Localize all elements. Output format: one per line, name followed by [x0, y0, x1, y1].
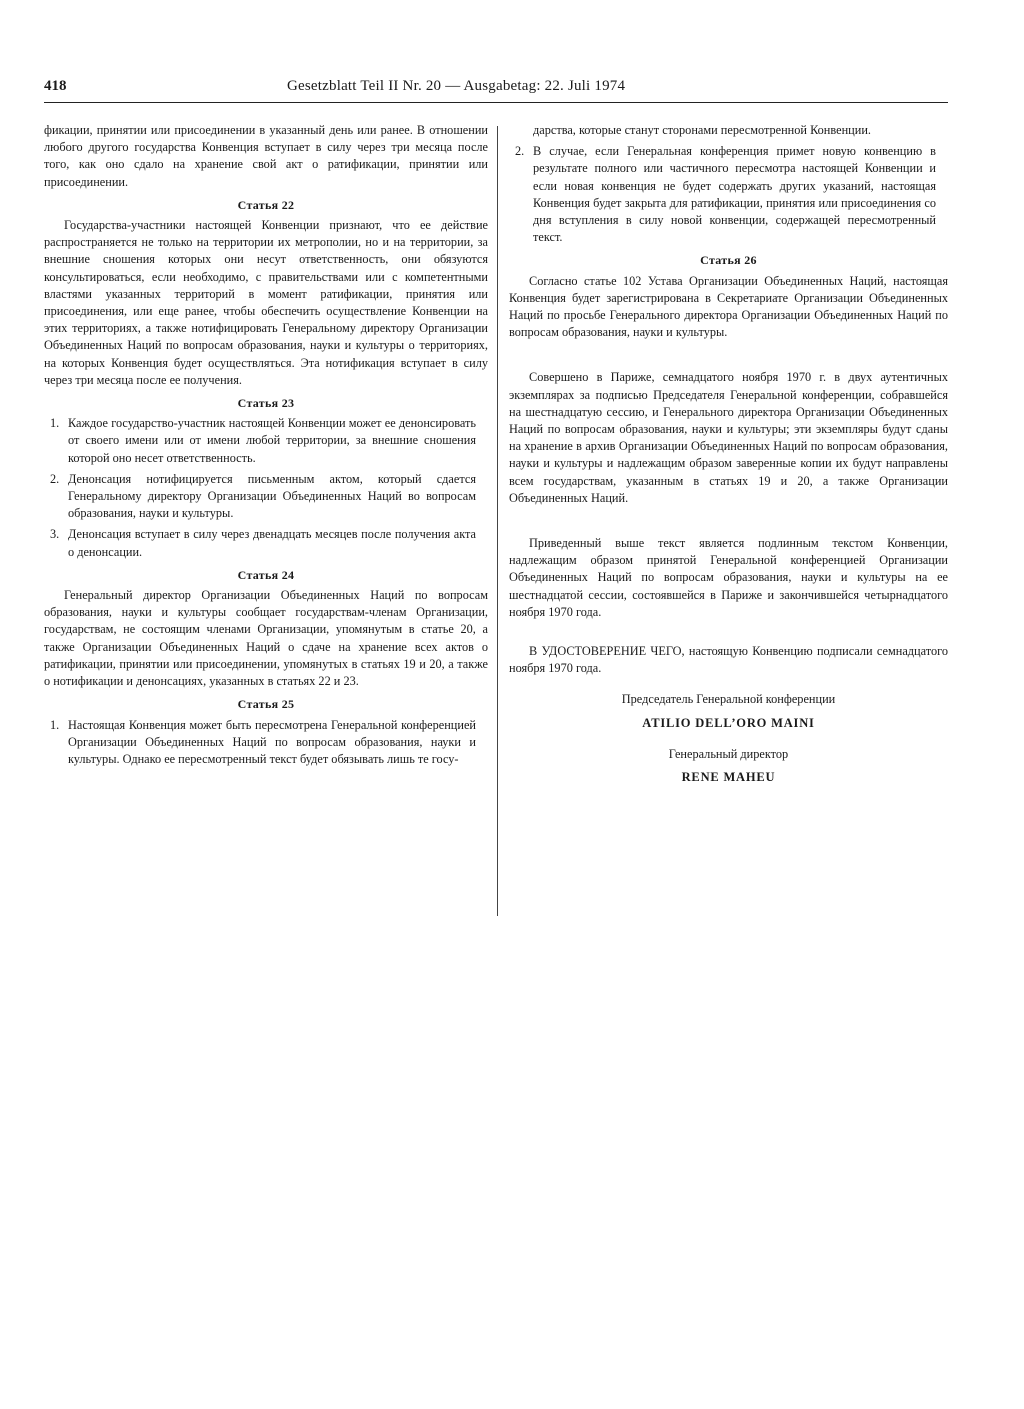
article-23-heading: Статья 23 [237, 396, 295, 411]
signature-block [509, 691, 948, 786]
item-number: 1. [50, 416, 60, 431]
item-text: Денонсация нотифицируется письменным актом, который сдается Генеральному директору Организации Объединенных Наций во вопросам образования, науки и культуры. [68, 471, 476, 521]
item-number: 2. [50, 471, 60, 486]
signatory-title: Председатель Генеральной конференции [621, 692, 836, 707]
left-column [44, 122, 488, 772]
article-26-text: Согласно статье 102 Устава Организации Объединенных Наций, настоящая Конвенция будет зарегистрирована в Секретариате Организации Объединенных Наций по просьбе Генерального директора Организации Объединенных Наций по вопросам образования, науки и культуры. [509, 273, 948, 340]
page-header [44, 76, 948, 103]
article-22-text: Государства-участники настоящей Конвенции признают, что ее действие распространяется не только на территории их метрополии, но и на территории, за внешние сношения которых они несут ответственность, они обязуются консультироваться, если необходимо, с правительствами или с компетентными властями указанных территорий в момент ратификации, принятия или присоединения, или еще ранее, чтобы обеспечить осуществление Конвенции на этих территориях, а также нотифицировать Генеральному директору Организации Объединенных Наций по вопросам образования, науки и культуры о территориях, на которых Конвенция будет осуществляться. Эта нотификация вступает в силу через три месяца после ее получения. [44, 218, 488, 387]
article-25-continuation: дарства, которые станут сторонами пересмотренной Конвенции. [533, 123, 871, 137]
spacer [509, 507, 948, 535]
item-text: Настоящая Конвенция может быть пересмотрена Генеральной конференцией Организации Объединенных Наций по вопросам образования, науки и культуры. Однако ее пересмотренный текст будет обязывать лишь те госу- [68, 717, 476, 766]
article-22-heading: Статья 22 [237, 197, 295, 212]
article-23-item-3 [44, 526, 488, 560]
page-number: 418 [44, 78, 67, 94]
spacer [509, 621, 948, 643]
article-26-heading: Статья 26 [700, 253, 757, 268]
column-divider [497, 126, 498, 916]
article-23-item-1 [44, 415, 488, 467]
continuation-paragraph: фикации, принятии или присоединении в указанный день или ранее. В отношении любого другого государства Конвенция вступает в силу через три месяца после того, как оно сдало на хранение свой акт о ратификации, принятии или присоединении. [44, 123, 488, 189]
done-at-paragraph: Совершено в Париже, семнадцатого ноября 1970 г. в двух аутентичных экземплярах за подписью Председателя Генеральной конференции, собравшейся на шестнадцатую сессию, и Генерального директора Организации Объединенных Наций по вопросам образования, науки и культуры; эти экземпляры будут сданы на хранение в архив Организации Объединенных Наций по вопросам образования, науки и культуры и надлежащим образом заверенные копии их будут направлены всем государствам, указанным в статьях 19 и 20, а также Организации Объединенных Наций. [509, 370, 948, 505]
article-24-heading: Статья 24 [237, 567, 295, 582]
running-title: Gesetzblatt Teil II Nr. 20 — Ausgabetag: 22. Juli 1974 [287, 78, 626, 94]
spacer [509, 341, 948, 369]
in-witness-paragraph: В УДОСТОВЕРЕНИЕ ЧЕГО, настоящую Конвенцию подписали семнадцатого ноября 1970 года. [509, 644, 948, 676]
right-column [509, 122, 948, 800]
item-text: В случае, если Генеральная конференция примет новую конвенцию в результате полного или частичного пересмотра настоящей Конвенции и если новая конвенция не будет содержать других указаний, настоящая Конвенция будет закрыта для ратификации, принятия или присоединения со дня вступления в силу новой конвенции, содержащей пересмотренный текст. [533, 144, 936, 245]
item-number: 3. [50, 527, 60, 542]
authentic-text-paragraph: Приведенный выше текст является подлинным текстом Конвенции, надлежащим образом принятой Генеральной конференцией Организации Объединенных Наций по вопросам образования, науки и культуры на ее шестнадцатой сессии, состоявшейся в Париже и закончившейся четырнадцатого ноября 1970 года. [509, 536, 948, 619]
signatory-name: RENE MAHEU [681, 770, 776, 785]
item-text: Каждое государство-участник настоящей Конвенции может ее денонсировать от своего имени или от имени любой территории, за внешние сношения которой оно несет ответственность. [68, 416, 476, 465]
item-number: 2. [515, 144, 525, 159]
article-24-text: Генеральный директор Организации Объединенных Наций по вопросам образования, науки и культуры сообщает государствам-членам Организации, государствам, не состоящим членами Организации, упомянутым в статье 20, а также Организации Объединенных Наций о сдаче на хранение всех актов о ратификации, принятии или присоединении, упомянутых в статьях 19 и 20, а также о нотификации и денонсациях, указанных в статьях 22 и 23. [44, 588, 488, 689]
item-text: Денонсация вступает в силу через двенадцать месяцев после получения акта о денонсации. [68, 527, 476, 559]
article-25-item-1 [44, 717, 488, 769]
article-23-item-2 [44, 471, 488, 523]
signatory-name: ATILIO DELL’ORO MAINI [642, 715, 815, 730]
article-25-item-2 [509, 143, 948, 246]
item-number: 1. [50, 717, 60, 732]
article-25-heading: Статья 25 [237, 697, 295, 712]
signatory-title: Генеральный директор [668, 746, 789, 761]
